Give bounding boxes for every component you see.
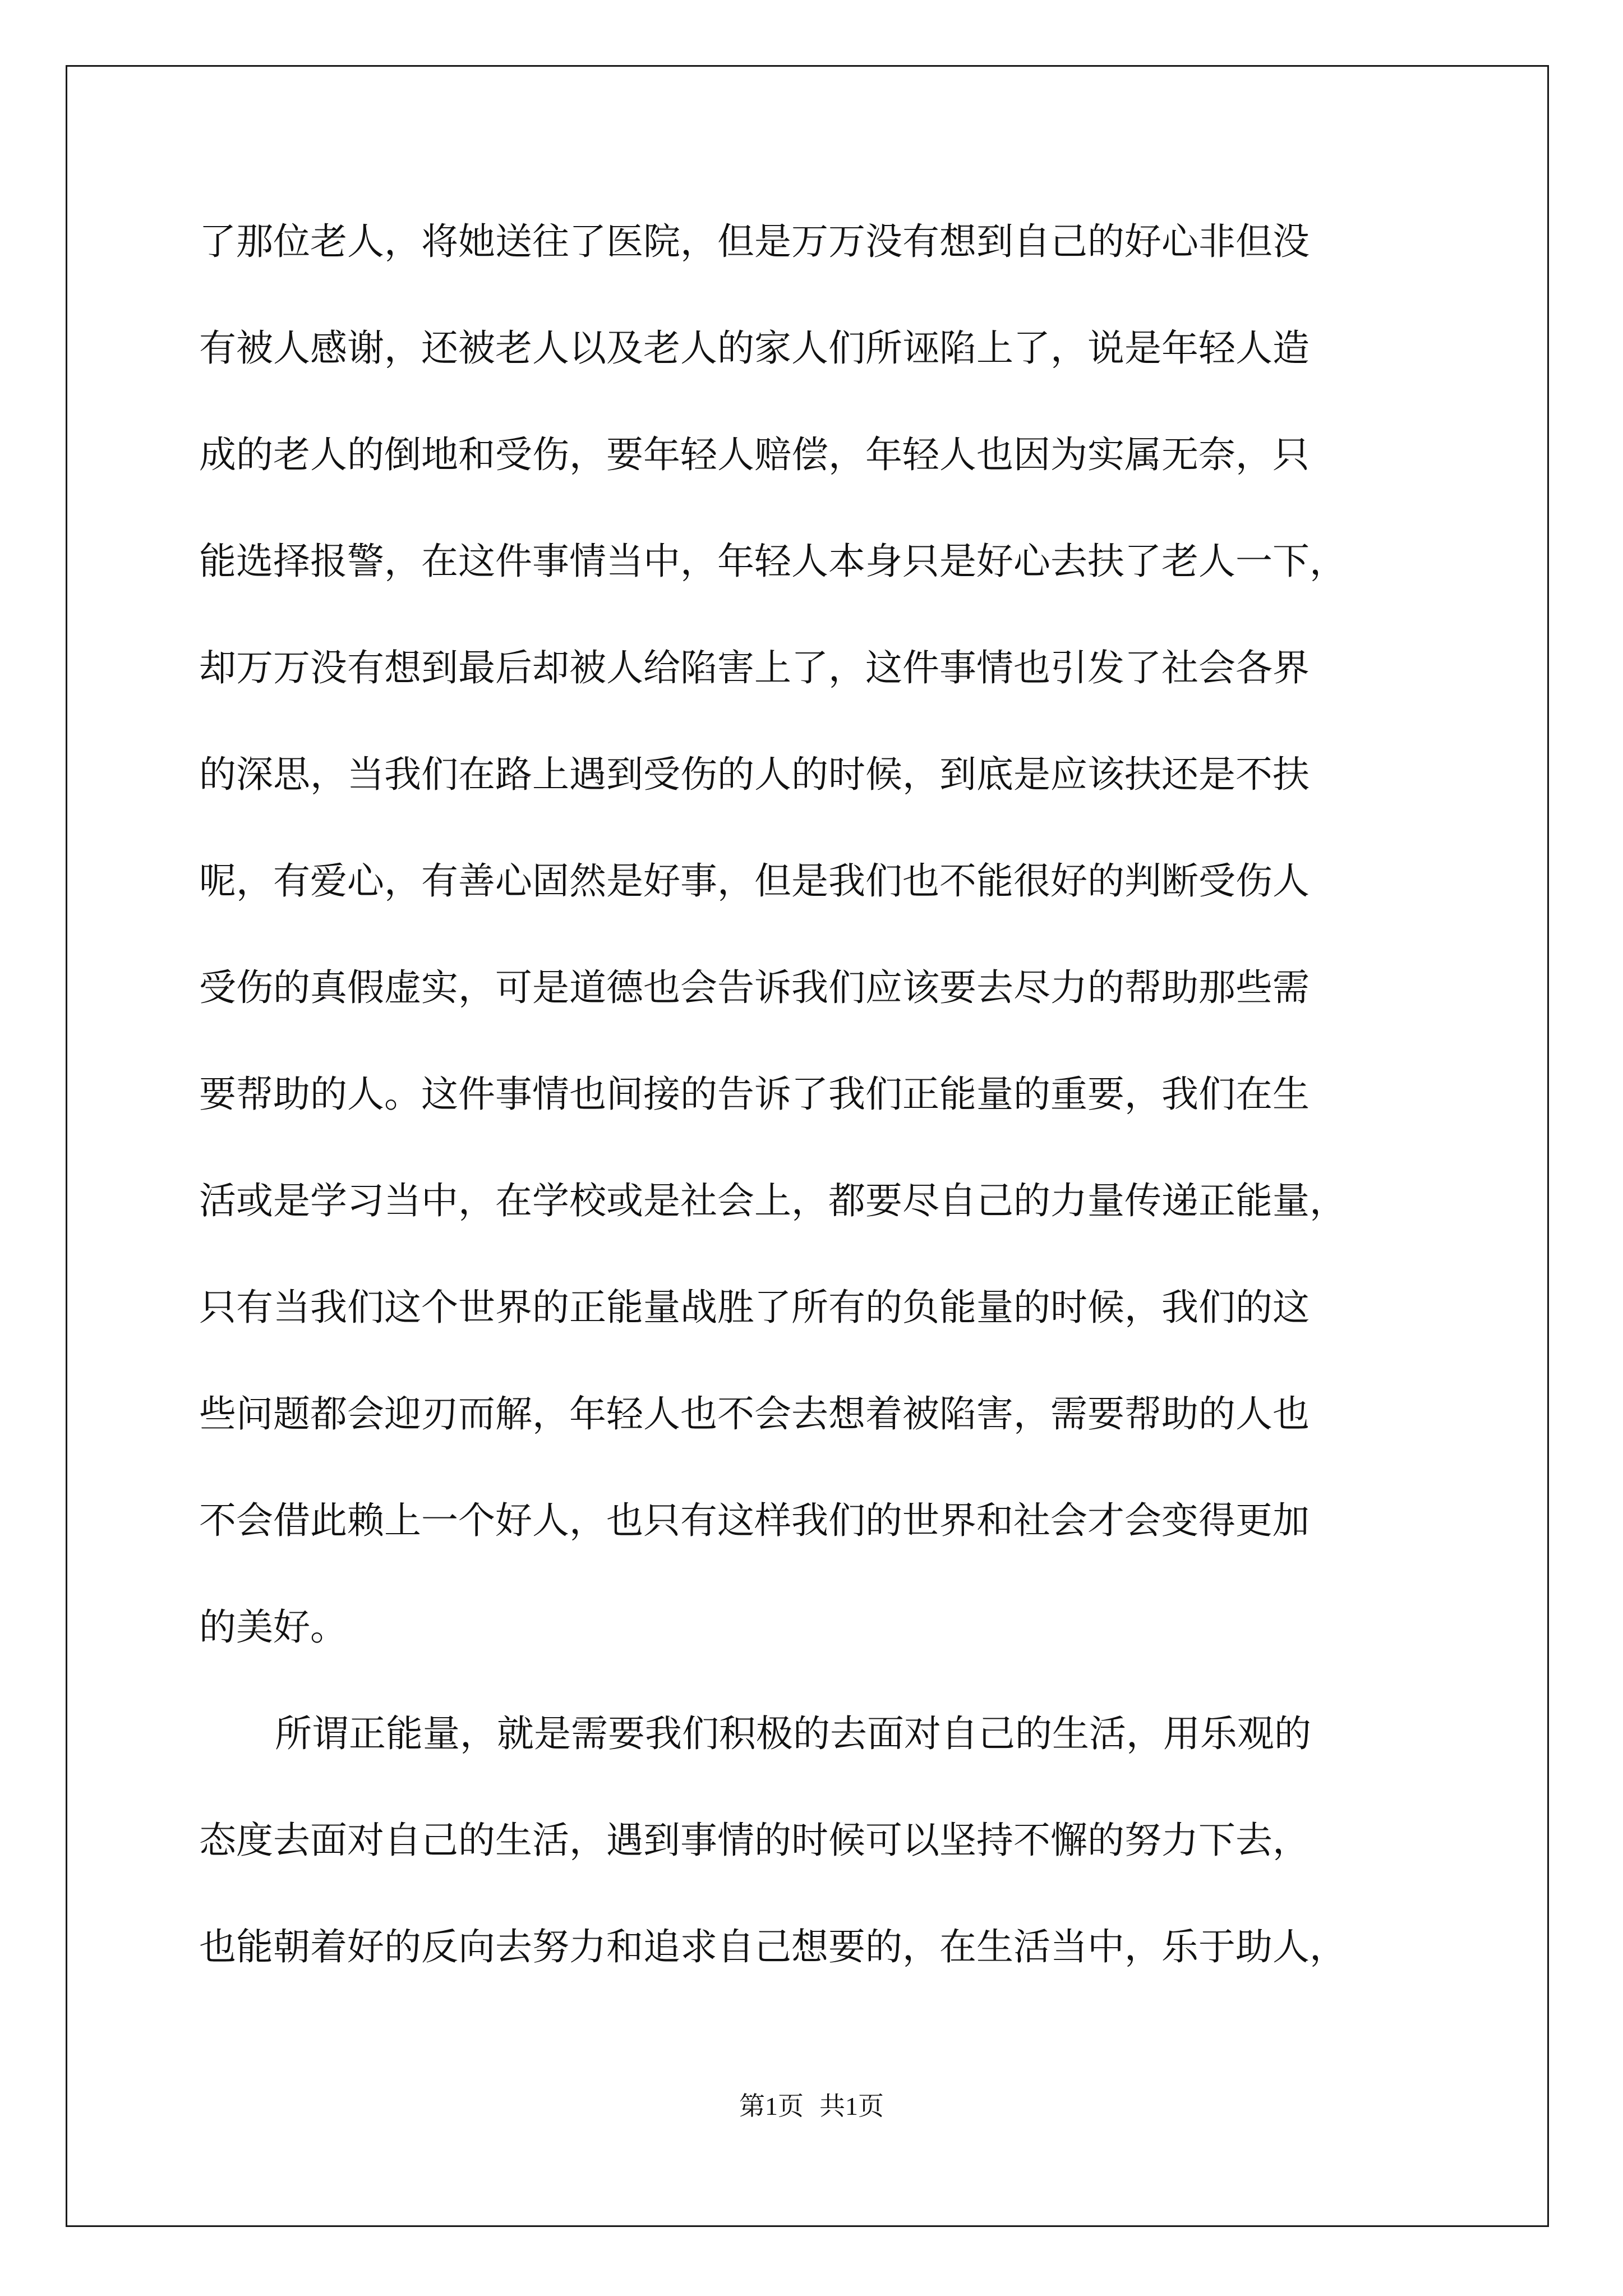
text-line: 不会借此赖上一个好人，也只有这样我们的世界和社会才会变得更加 [199,1499,1310,1542]
text-line: 呢，有爱心，有善心固然是好事，但是我们也不能很好的判断受伤人 [199,859,1310,903]
page-total: 共1页 [819,2092,884,2120]
page-number: 第1页 [739,2092,804,2120]
text-line: 受伤的真假虚实，可是道德也会告诉我们应该要去尽力的帮助那些需 [199,966,1310,1009]
text-line: 成的老人的倒地和受伤，要年轻人赔偿，年轻人也因为实属无奈，只 [199,433,1310,476]
text-line: 态度去面对自己的生活，遇到事情的时候可以坚持不懈的努力下去， [199,1819,1310,1862]
document-body [199,222,1433,2034]
text-line: 只有当我们这个世界的正能量战胜了所有的负能量的时候，我们的这 [199,1286,1310,1329]
text-line: 些问题都会迎刃而解，年轻人也不会去想着被陷害，需要帮助的人也 [199,1392,1310,1435]
page-footer [0,2092,1623,2120]
text-line: 的美好。 [199,1605,347,1649]
text-line: 却万万没有想到最后却被人给陷害上了，这件事情也引发了社会各界 [199,646,1310,689]
text-line: 有被人感谢，还被老人以及老人的家人们所诬陷上了，说是年轻人造 [199,326,1310,370]
text-line: 的深思，当我们在路上遇到受伤的人的时候，到底是应该扶还是不扶 [199,753,1310,796]
text-line: 也能朝着好的反向去努力和追求自己想要的，在生活当中，乐于助人， [199,1925,1347,1968]
paragraph-first-line: 所谓正能量，就是需要我们积极的去面对自己的生活，用乐观的 [275,1712,1311,1755]
text-line: 能选择报警，在这件事情当中，年轻人本身只是好心去扶了老人一下， [199,540,1347,583]
text-line: 活或是学习当中，在学校或是社会上，都要尽自己的力量传递正能量， [199,1179,1347,1222]
text-line: 了那位老人，将她送往了医院，但是万万没有想到自己的好心非但没 [199,220,1310,263]
text-line: 要帮助的人。这件事情也间接的告诉了我们正能量的重要，我们在生 [199,1073,1310,1116]
